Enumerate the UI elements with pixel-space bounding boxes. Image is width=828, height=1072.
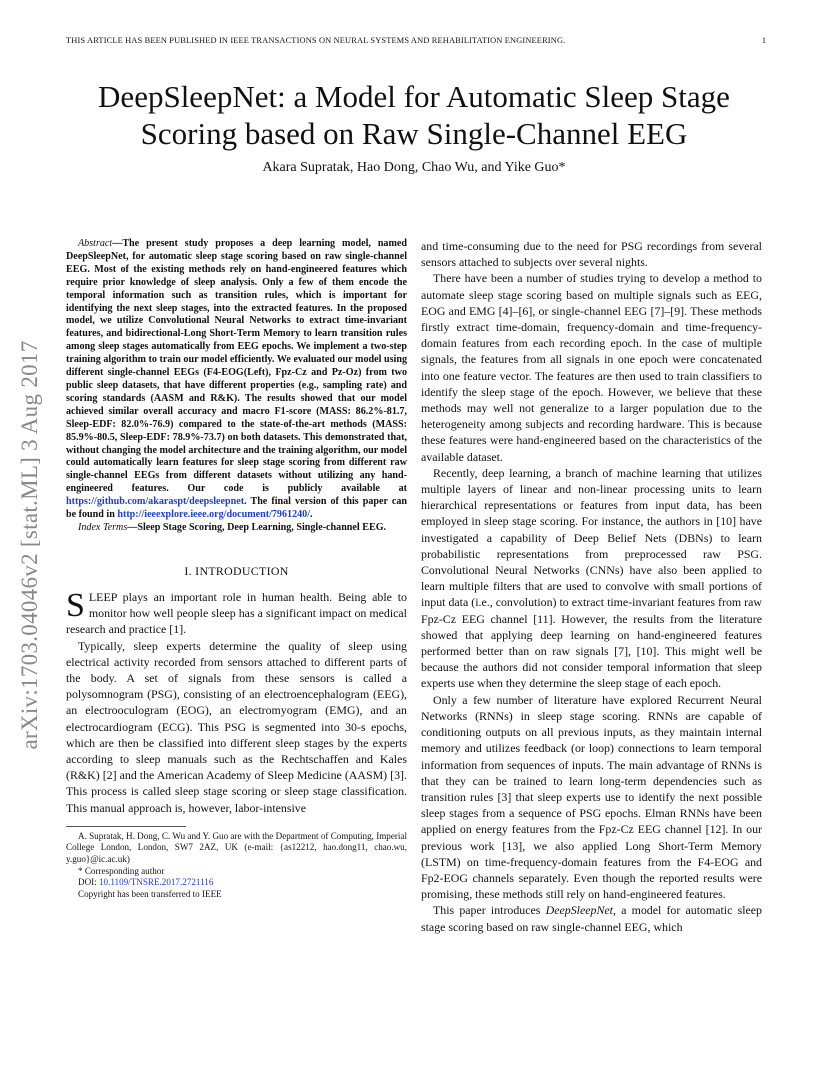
- index-terms-lead: Index Terms: [78, 521, 128, 533]
- arxiv-sidebar: [10, 320, 50, 770]
- abstract-lead: Abstract: [78, 238, 113, 249]
- intro-paragraph-1: [66, 589, 407, 638]
- right-paragraph-4: [421, 902, 762, 934]
- footnote-corresponding: * Corresponding author: [78, 865, 165, 876]
- github-link[interactable]: https://github.com/akaraspt/deepsleepnet: [66, 496, 245, 508]
- right-paragraph-0: and time-consuming due to the need for PSG recordings from several sensors attached to subjects over several nights.: [421, 239, 762, 270]
- running-header: THIS ARTICLE HAS BEEN PUBLISHED IN IEEE TRANSACTIONS ON NEURAL SYSTEMS AND REHABILITATION ENGINEERING.: [66, 36, 566, 45]
- p4-model-name: DeepSleepNet: [545, 903, 613, 918]
- right-paragraph-2: Recently, deep learning, a branch of machine learning that utilizes multiple layers of linear and non-linear processing units to learn hierarchical representations or features from input data, has been employed in sleep stage scoring. For instance, the authors in [10] have investigated a capability of Deep Belief Nets (DBNs) to learn probabilistic representations from preprocessed raw PSG. Convolutional Neural Networks (CNNs) have also been applied to learn multiple filters that are used to convolve with small portions of input data (i.e., convolution) to extract time-invariant features from raw Fpz-Cz EEG channel [11]. However, the results from the literature showed that applying deep learning on hand-engineered features performed better than on raw signals [7], [10]. This might well be because the authors did not consider temporal information that sleep experts use when they determine the sleep stage of each epoch.: [421, 465, 762, 691]
- abstract-mid: . The final version of this paper can be found in: [66, 496, 407, 521]
- section-heading-introduction: I. INTRODUCTION: [184, 563, 289, 578]
- left-column: [66, 238, 407, 900]
- abstract-end: .: [310, 509, 313, 521]
- right-paragraph-3: Only a few number of literature have explored Recurrent Neural Networks (RNNs) in sleep stage scoring. RNNs are capable of conditioning outputs on all previous inputs, as they maintain internal memory and utilizes feedback (or loop) connections to learn temporal information from sequences of inputs. The main advantage of RNNs is that they can be trained to learn long-term dependencies such as transition rules [3] that sleep experts use to identify the next possible sleep stages from a sequence of PSG epochs. Elman RNNs have been applied on energy features from the Fpz-Cz EEG channel [12]. In our previous work [13], we also applied Long Short-Term Memory (LSTM) on time-frequency-domain features from the F4-EOG and Fp2-EOG channels separately. Even though the reported results were promising, these methods still rely on hand-engineered features.: [421, 692, 762, 902]
- abstract-body: The present study proposes a deep learning model, named DeepSleepNet, for automatic sleep stage scoring based on raw single-channel EEG. Most of the existing methods rely on hand-engineered features which require prior knowledge of sleep analysis. Only a few of them encode the temporal information such as transition rules, which is important for identifying the next sleep stages, into the extracted features. In the proposed model, we utilize Convolutional Neural Networks to extract time-invariant features, and bidirectional-Long Short-Term Memory to learn transition rules among sleep stages automatically from EEG epochs. We implement a two-step training algorithm to train our model efficiently. We evaluated our model using different single-channel EEGs (F4-EOG(Left), Fpz-Cz and Pz-Oz) from two public sleep datasets, that have different properties (e.g., sampling rate) and scoring standards (AASM and R&K). The results showed that our model achieved similar overall accuracy and macro F1-score (MASS: 86.2%-81.7, Sleep-EDF: 82.0%-76.9) compared to the state-of-the-art methods (MASS: 85.9%-80.5, Sleep-EDF: 78.9%-73.7) on both datasets. This demonstrated that, without changing the model architecture and the training algorithm, our model could automatically learn features for sleep stage scoring from different raw single-channel EEGs from different datasets without utilizing any hand-engineered features. Our code is publicly available at: [66, 238, 407, 495]
- drop-cap: S: [66, 587, 85, 625]
- index-terms-body: Sleep Stage Scoring, Deep Learning, Single-channel EEG.: [137, 521, 387, 533]
- arxiv-id: arXiv:1703.04046v2 [stat.ML] 3 Aug 2017: [17, 340, 42, 750]
- title-line-1: DeepSleepNet: a Model for Automatic Sleep Stage: [98, 79, 730, 114]
- index-terms: Index Terms—Sleep Stage Scoring, Deep Learning, Single-channel EEG.: [78, 521, 387, 533]
- paper-title: [40, 78, 788, 152]
- footnote-rule: [66, 826, 186, 827]
- right-column: [421, 238, 762, 935]
- page-number: 1: [761, 36, 766, 45]
- ieee-link[interactable]: http://ieeexplore.ieee.org/document/7961240/: [117, 509, 311, 521]
- doi-label: DOI:: [78, 877, 99, 888]
- footnote-copyright: Copyright has been transferred to IEEE: [78, 888, 222, 899]
- intro-paragraph-2: Typically, sleep experts determine the quality of sleep using electrical activity recorded from sensors attached to different parts of the body. A set of signals from these sensors is called a polysomnogram (PSG), consisting of an electroencephalogram (EEG), an electrooculogram (EOG), an electromyogram (EMG), and an electrocardiogram (ECG). This PSG is segmented into 30-s epochs, which are then be classified into different sleep stages by the experts according to sleep manuals such as the Rechtschaffen and Kales (R&K) [2] and the American Academy of Sleep Medicine (AASM) [3]. This process is called sleep stage scoring or sleep stage classification. This manual approach is, however, labor-intensive: [66, 638, 407, 815]
- intro-p1-text: LEEP plays an important role in human health. Being able to monitor how well people sleep has a significant impact on medical research and practice [1].: [66, 590, 407, 637]
- footnote: [66, 831, 407, 901]
- title-line-2: Scoring based on Raw Single-Channel EEG: [140, 116, 688, 151]
- right-paragraph-1: There have been a number of studies trying to develop a method to automate sleep stage scoring based on multiple signals such as EEG, EOG and EMG [4]–[6], or single-channel EEG [7]–[9]. These methods firstly extract time-domain, frequency-domain and time-frequency-domain features from each recording epoch. In the case of multiple signals, the features from all signals in one epoch were concatenated into one feature vector. The features are then used to train classifiers to identify the sleep stage of the epoch. However, we believe that these methods may well not generalize to a larger population due to the heterogeneity among subjects and recording hardware. This is because these features were hand-engineered based on the characteristics of the available dataset.: [421, 271, 762, 464]
- p4-post: , a model for automatic sleep stage scoring based on raw single-channel EEG, which: [421, 903, 762, 934]
- footnote-doi: [66, 877, 407, 889]
- doi-link[interactable]: 10.1109/TNSRE.2017.2721116: [98, 877, 214, 888]
- p4-pre: This paper introduces: [433, 903, 546, 918]
- author-list: Akara Supratak, Hao Dong, Chao Wu, and Yike Guo*: [262, 160, 566, 175]
- abstract: Abstract—The present study proposes a deep learning model, named DeepSleepNet, for automatic sleep stage scoring based on raw single-channel EEG. Most of the existing methods rely on hand-engineered features which require prior knowledge of sleep analysis. Only a few of them encode the temporal information such as transition rules, which is important for identifying the next sleep stages, into the extracted features. In the proposed model, we utilize Convolutional Neural Networks to extract time-invariant features, and bidirectional-Long Short-Term Memory to learn transition rules among sleep stages automatically from EEG epochs. We implement a two-step training algorithm to train our model efficiently. We evaluated our model using different single-channel EEGs (F4-EOG(Left), Fpz-Cz and Pz-Oz) from two public sleep datasets, that have different properties (e.g., sampling rate) and scoring standards (AASM and R&K). The results showed that our model achieved similar overall accuracy and macro F1-score (MASS: 86.2%-81.7, Sleep-EDF: 82.0%-76.9) compared to the state-of-the-art methods (MASS: 85.9%-80.5, Sleep-EDF: 78.9%-73.7) on both datasets. This demonstrated that, without changing the model architecture and the training algorithm, our model could automatically learn features for sleep stage scoring from different raw single-channel EEGs from different datasets without utilizing any hand-engineered features. Our code is publicly available at https://github.com/akaraspt/deepsleepnet. The final version of this paper can be found in http://ieeexplore.ieee.org/document/7961240/.: [66, 238, 407, 521]
- footnote-affiliation: A. Supratak, H. Dong, C. Wu and Y. Guo are with the Department of Computing, Imperial College London, London, SW7 2AZ, UK (e-mail: {as12212, hao.dong11, chao.wu, y.guo}@ic.ac.uk): [66, 830, 407, 865]
